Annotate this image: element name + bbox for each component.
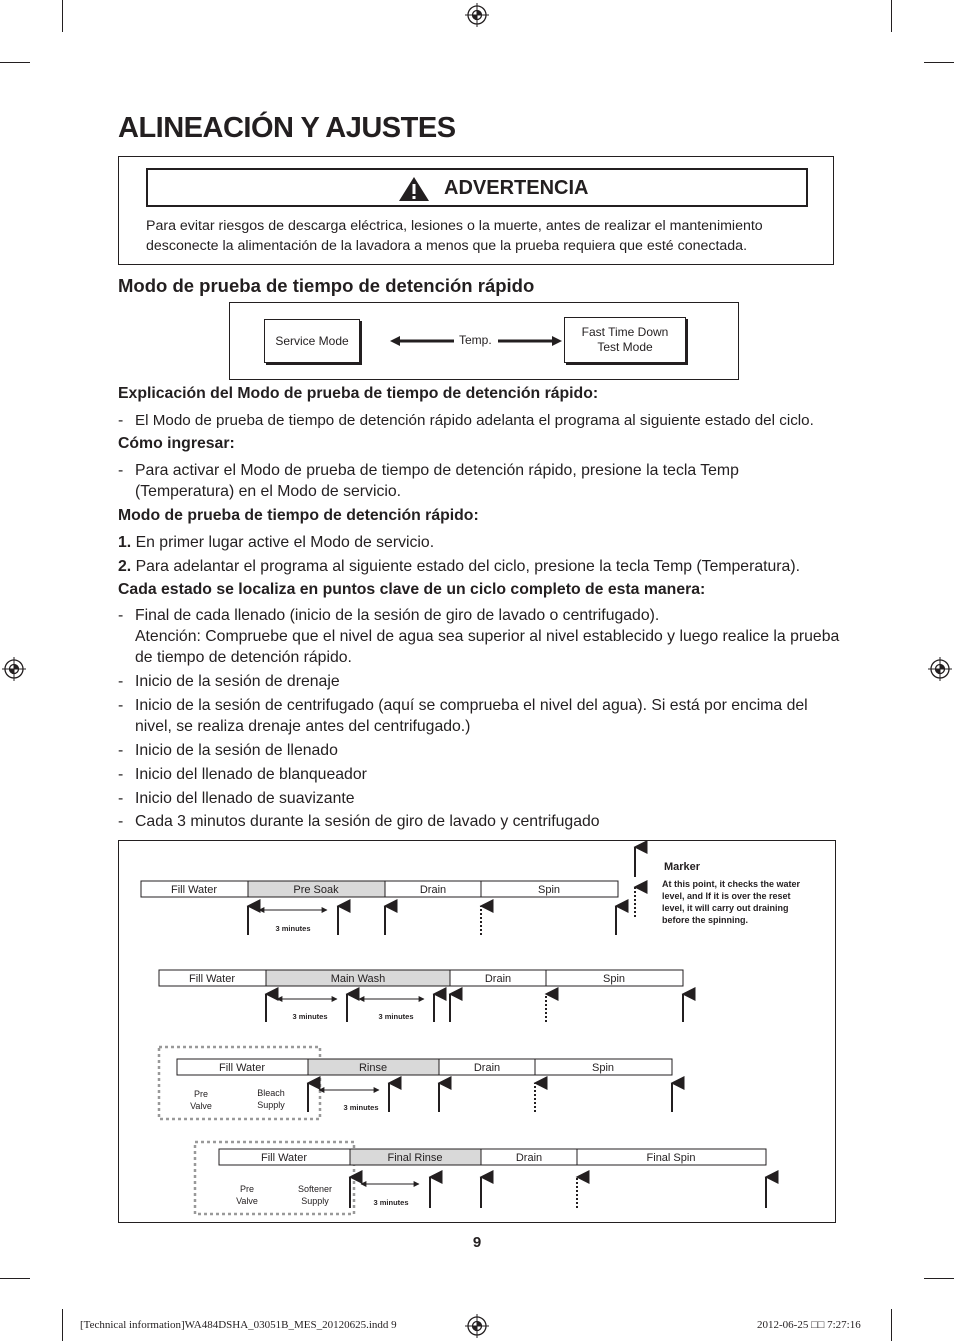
bullet-dash: - [118, 742, 124, 759]
explanation-text: El Modo de prueba de tiempo de detención rápido adelanta el programa al siguiente estado del ciclo. [135, 412, 814, 429]
three-minutes-label: 3 minutes [292, 1012, 328, 1021]
crop-mark [891, 1309, 892, 1341]
bullet-dash: - [118, 607, 124, 624]
cycle-row-3 [159, 1047, 672, 1119]
three-minutes-label: 3 minutes [373, 1198, 409, 1207]
crop-mark [62, 1309, 63, 1341]
state-item: Inicio de la sesión de centrifugado (aquí se comprueba el nivel del agua). Si está por encima del nivel, se realiza drenaje antes del centrifugado.) [135, 697, 808, 735]
registration-mark-icon [2, 657, 26, 681]
warning-text: Para evitar riesgos de descarga eléctrica, lesiones o la muerte, antes de realizar el mantenimiento desconecte la alimentación de la lavadora a menos que la prueba requiera que esté conectada. [146, 218, 763, 254]
page-title: ALINEACIÓN Y AJUSTES [118, 112, 456, 144]
state-item: Inicio de la sesión de llenado [135, 742, 338, 759]
final-spin-label: Final Spin [646, 1152, 696, 1164]
pre-valve-label-2: Valve [190, 1101, 212, 1111]
final-rinse-label: Final Rinse [387, 1152, 443, 1164]
footer-datetime: 2012-06-25 □□ 7:27:16 [757, 1319, 861, 1331]
marker-note-4: before the spinning. [662, 915, 749, 925]
bullet-dash: - [118, 813, 124, 830]
marker-note-1: At this point, it checks the water [662, 879, 801, 889]
bullet-dash: - [118, 697, 124, 714]
states-heading: Cada estado se localiza en puntos clave de un ciclo completo de esta manera: [118, 581, 706, 598]
service-mode-label: Service Mode [275, 334, 349, 348]
fill-water-label: Fill Water [170, 884, 218, 896]
fast-time-down-label-1: Fast Time Down [581, 325, 669, 339]
bullet-dash: - [118, 790, 124, 807]
pre-valve-label-2: Valve [236, 1196, 258, 1206]
warning-header [146, 168, 808, 207]
cycle-row-4 [195, 1142, 766, 1214]
step-number: 2. [118, 558, 132, 575]
cycle-diagram [118, 840, 836, 1223]
mode-diagram [229, 302, 739, 380]
drain-label: Drain [515, 1152, 543, 1164]
marker-note-2: level, and If it is over the reset [662, 891, 791, 901]
crop-mark [891, 0, 892, 32]
spin-label: Spin [591, 1062, 615, 1074]
crop-mark [62, 0, 63, 32]
bleach-supply-label-1: Bleach [257, 1088, 285, 1098]
three-minutes-label: 3 minutes [275, 924, 311, 933]
softener-supply-label-2: Supply [301, 1196, 329, 1206]
marker-note-3: level, it will carry out draining [662, 903, 789, 913]
section-title: Modo de prueba de tiempo de detención rápido [118, 275, 535, 296]
rinse-label: Rinse [358, 1062, 388, 1074]
warning-triangle-icon [398, 176, 430, 202]
pre-soak-label: Pre Soak [293, 884, 339, 896]
steps-heading: Modo de prueba de tiempo de detención rápido: [118, 507, 479, 524]
crop-mark [924, 62, 954, 63]
state-item: Inicio de la sesión de drenaje [135, 673, 340, 690]
drain-label: Drain [484, 973, 512, 985]
fast-time-down-label-2: Test Mode [597, 340, 653, 354]
explanation-heading: Explicación del Modo de prueba de tiempo de detención rápido: [118, 385, 599, 402]
state-item: Inicio del llenado de blanqueador [135, 766, 367, 783]
service-mode-box [264, 319, 360, 363]
temp-label: Temp. [459, 333, 492, 347]
cycle-row-1 [141, 881, 618, 935]
marker-note [662, 879, 803, 925]
three-minutes-label: 3 minutes [343, 1103, 379, 1112]
fast-time-down-box [564, 317, 686, 363]
bullet-dash: - [118, 766, 124, 783]
spin-label: Spin [537, 884, 561, 896]
footer-file: [Technical information]WA484DSHA_03051B_MES_20120625.indd 9 [80, 1319, 397, 1331]
step-item [118, 532, 838, 553]
bullet-dash: - [118, 462, 124, 479]
crop-mark [0, 62, 30, 63]
fill-water-label: Fill Water [188, 973, 236, 985]
three-minutes-label: 3 minutes [378, 1012, 414, 1021]
step-item [118, 556, 838, 577]
step-text: En primer lugar active el Modo de servicio. [135, 534, 435, 551]
state-item: Cada 3 minutos durante la sesión de giro de lavado y centrifugado [135, 813, 600, 830]
marker-label: Marker [664, 861, 701, 873]
how-to-enter-text: Para activar el Modo de prueba de tiempo de detención rápido, presione la tecla Temp (Temperatura) en el Modo de servicio. [135, 462, 739, 500]
state-item: Inicio del llenado de suavizante [135, 790, 355, 807]
double-arrow-icon [388, 333, 564, 349]
bullet-dash: - [118, 412, 124, 429]
warning-box [118, 156, 834, 265]
fill-water-label: Fill Water [218, 1062, 266, 1074]
drain-label: Drain [419, 884, 447, 896]
state-item: Final de cada llenado (inicio de la sesión de giro de lavado o centrifugado). Atención: Compruebe que el nivel de agua sea superior al nivel establecido y luego realice la prueba de tiempo de detención rápido. [135, 607, 840, 666]
pre-valve-label-1: Pre [193, 1089, 209, 1099]
warning-label: ADVERTENCIA [444, 177, 589, 199]
cycle-diagram-svg [119, 841, 835, 1222]
bullet-dash: - [118, 673, 124, 690]
fill-water-label: Fill Water [260, 1152, 308, 1164]
main-wash-label: Main Wash [330, 973, 386, 985]
crop-mark [0, 1278, 30, 1279]
registration-mark-icon [465, 1314, 489, 1338]
registration-mark-icon [465, 3, 489, 27]
page-number: 9 [472, 1234, 482, 1251]
softener-supply-label-1: Softener [297, 1184, 333, 1194]
step-text: Para adelantar el programa al siguiente estado del ciclo, presione la tecla Temp (Temperatura). [135, 558, 800, 575]
spin-label: Spin [602, 973, 626, 985]
drain-label: Drain [473, 1062, 501, 1074]
registration-mark-icon [928, 657, 952, 681]
step-number: 1. [118, 534, 132, 551]
dashed-group-box [159, 1047, 320, 1119]
pre-valve-label-1: Pre [239, 1184, 255, 1194]
bleach-supply-label-2: Supply [257, 1100, 285, 1110]
crop-mark [924, 1278, 954, 1279]
how-to-enter-heading: Cómo ingresar: [118, 435, 235, 452]
cycle-row-2 [159, 970, 683, 1022]
